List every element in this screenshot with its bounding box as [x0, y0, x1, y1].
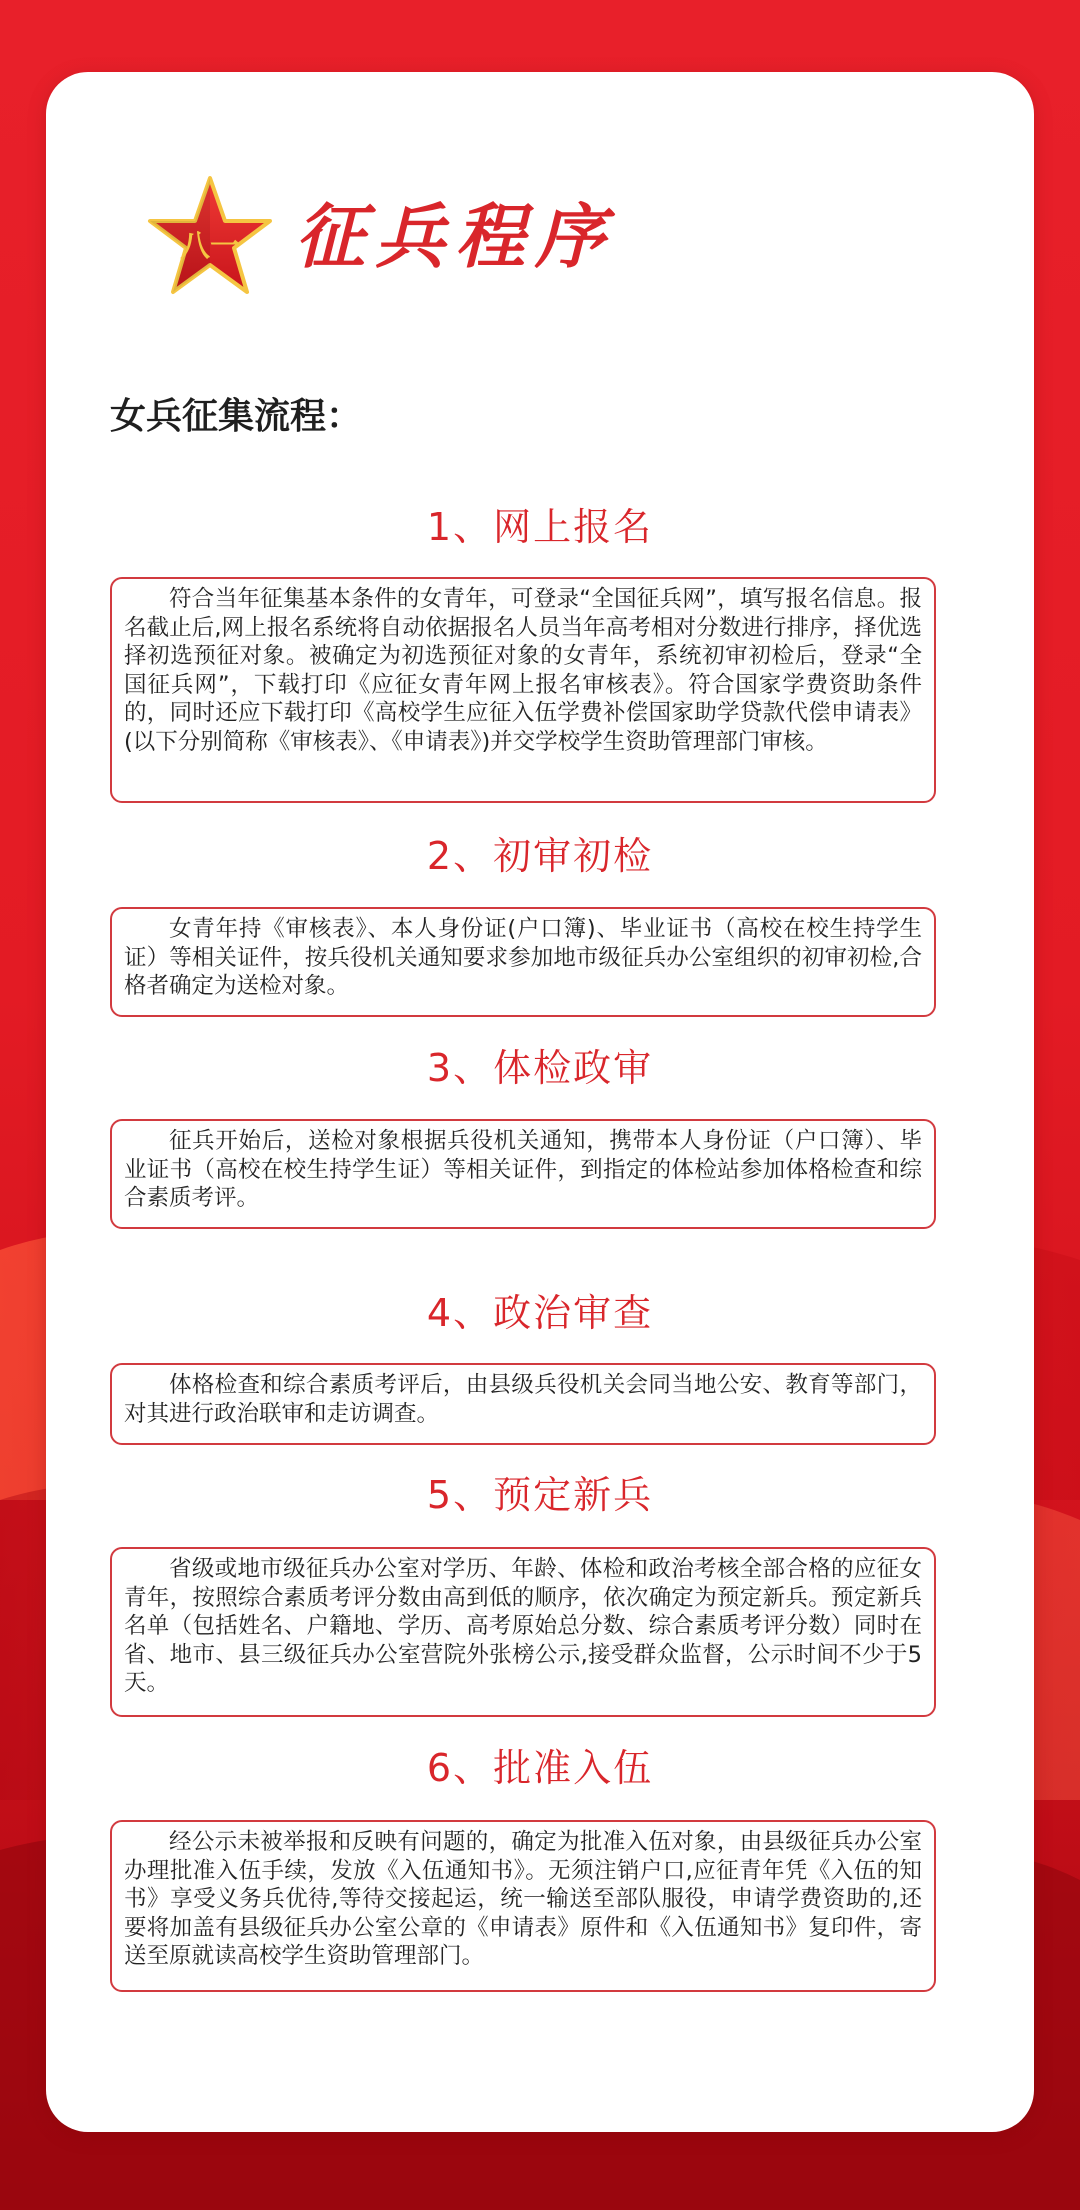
section-subtitle: 女兵征集流程：	[110, 396, 363, 437]
header	[100, 150, 800, 320]
step-1-title: 1、网上报名	[426, 505, 654, 549]
step-6-box: 经公示未被举报和反映有问题的，确定为批准入伍对象，由县级征兵办公室办理批准入伍手续，发放《入伍通知书》。无须注销户口,应征青年凭《入伍的知书》享受义务兵优待,等待交接起运，统一输送至部队服役，申请学费资助的,还要将加盖有县级征兵办公室公章的《申请表》原件和《入伍通知书》复印件，寄送至原就读高校学生资助管理部门。	[110, 1820, 936, 1992]
step-5-title: 5、预定新兵	[426, 1473, 654, 1517]
emblem-label: 八一	[180, 229, 240, 264]
step-6-title: 6、批准入伍	[426, 1746, 654, 1790]
step-2-title: 2、初审初检	[426, 834, 654, 878]
step-2-box: 女青年持《审核表》、本人身份证(户口簿)、毕业证书（高校在校生持学生证）等相关证件，按兵役机关通知要求参加地市级征兵办公室组织的初审初检,合格者确定为送检对象。	[110, 907, 936, 1017]
step-4-title: 4、政治审查	[426, 1291, 654, 1335]
page-title: 征兵程序	[295, 195, 615, 278]
step-3-title: 3、体检政审	[426, 1046, 654, 1090]
step-1-box: 符合当年征集基本条件的女青年，可登录“全国征兵网”，填写报名信息。报名截止后,网上报名系统将自动依据报名人员当年高考相对分数进行排序，择优选择初选预征对象。被确定为初选预征对象的女青年，系统初审初检后，登录“全国征兵网”，下载打印《应征女青年网上报名审核表》。符合国家学费资助条件的，同时还应下载打印《高校学生应征入伍学费补偿国家助学贷款代偿申请表》(以下分别简称《审核表》、《申请表》)并交学校学生资助管理部门审核。	[110, 577, 936, 803]
step-4-box: 体格检查和综合素质考评后，由县级兵役机关会同当地公安、教育等部门，对其进行政治联审和走访调查。	[110, 1363, 936, 1445]
step-3-box: 征兵开始后，送检对象根据兵役机关通知，携带本人身份证（户口簿）、毕业证书（高校在校生持学生证）等相关证件，到指定的体检站参加体格检查和综合素质考评。	[110, 1119, 936, 1229]
step-5-box: 省级或地市级征兵办公室对学历、年龄、体检和政治考核全部合格的应征女青年，按照综合素质考评分数由高到低的顺序，依次确定为预定新兵。预定新兵名单（包括姓名、户籍地、学历、高考原始总分数、综合素质考评分数）同时在省、地市、县三级征兵办公室营院外张榜公示,接受群众监督，公示时间不少于5天。	[110, 1547, 936, 1717]
red-star-emblem-icon	[146, 174, 274, 298]
